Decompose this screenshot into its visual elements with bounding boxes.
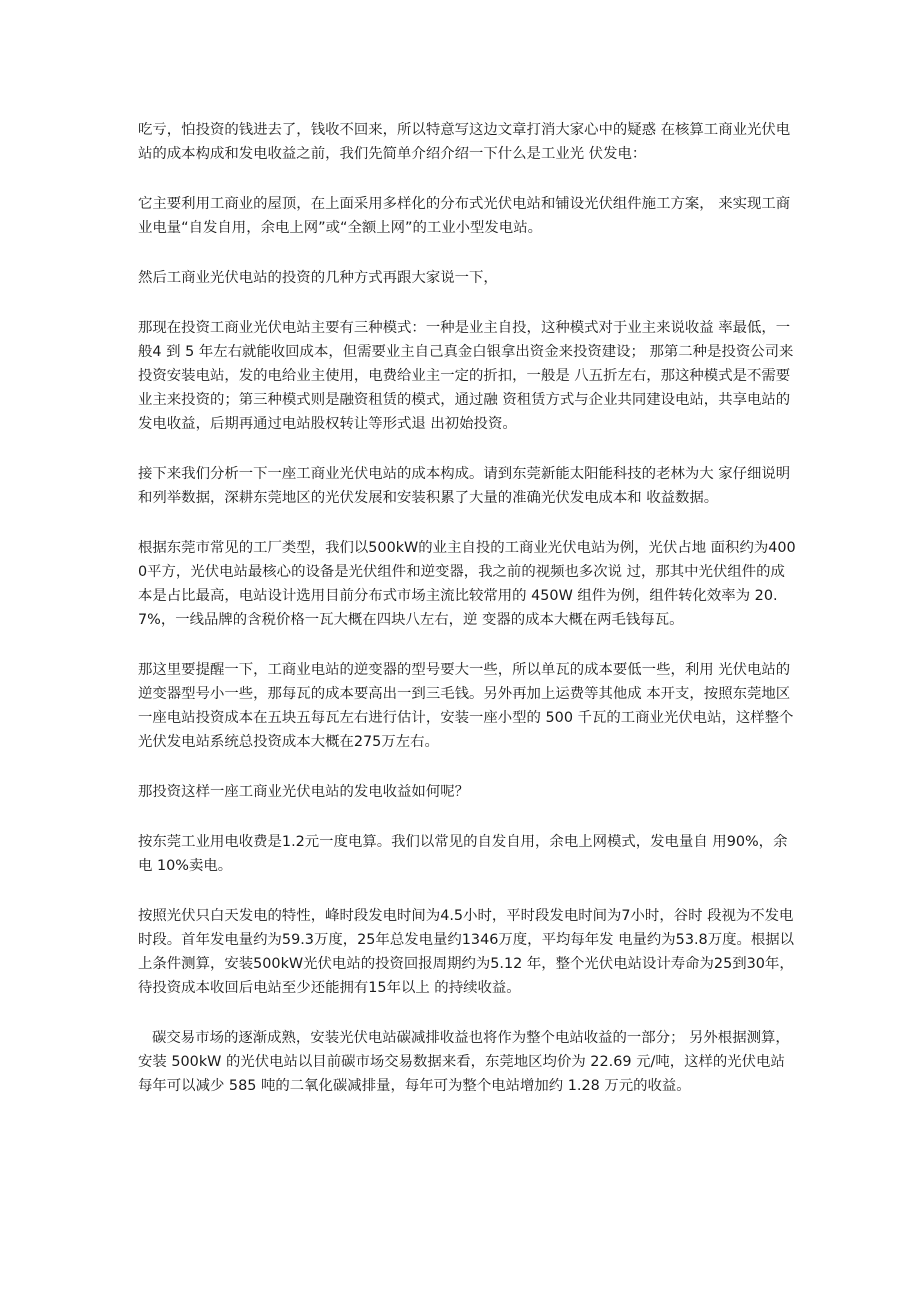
paragraph-definition: 它主要利用工商业的屋顶，在上面采用多样化的分布式光伏电站和铺设光伏组件施工方案， 来实现工商业电量“自发自用，余电上网”或“全额上网”的工业小型发电站。 [138,196,791,236]
paragraph-carbon-trading: 碳交易市场的逐渐成熟，安装光伏电站碳减排收益也将作为整个电站收益的一部分； 另外根据测算，安装 500kW 的光伏电站以目前碳市场交易数据来看，东莞地区均价为 22.69 元/吨，这样的光伏电站每年可以减少 585 吨的二氧化碳减排量，每年可为整个电站增加约 1.28 万元的收益。 [138,1030,790,1094]
paragraph-inverter-note: 那这里要提醒一下，工商业电站的逆变器的型号要大一些，所以单瓦的成本要低一些，利用 光伏电站的逆变器型号小一些，那每瓦的成本要高出一到三毛钱。另外再加上运费等其他成 本开支，按照东莞地区一座电站投资成本在五块五每瓦左右进行估计，安装一座小型的 500 千瓦的工商业光伏电站，这样整个光伏发电站系统总投资成本大概在275万左右。 [138,662,794,750]
paragraph-cost-analysis: 接下来我们分析一下一座工商业光伏电站的成本构成。请到东莞新能太阳能科技的老林为大 家仔细说明和列举数据，深耕东莞地区的光伏发展和安装积累了大量的准确光伏发电成本和 收益数据。 [138,466,791,506]
paragraph-intro: 吃亏，怕投资的钱进去了，钱收不回来，所以特意写这边文章打消大家心中的疑惑 在核算工商业光伏电站的成本构成和发电收益之前，我们先简单介绍介绍一下什么是工业光 伏发电： [138,122,791,162]
paragraph-three-modes: 那现在投资工商业光伏电站主要有三种模式：一种是业主自投，这种模式对于业主来说收益 率最低，一般4 到 5 年左右就能收回成本，但需要业主自己真金白银拿出资金来投资建设； 那第二种是投资公司来投资安装电站，发的电给业主使用，电费给业主一定的折扣，一般是 八五折左右，那这种模式是不需要业主来投资的；第三种模式则是融资租赁的模式，通过融 资租赁方式与企业共同建设电站，共享电站的发电收益，后期再通过电站股权转让等形式退 出初始投资。 [138,320,794,432]
paragraph-revenue-question: 那投资这样一座工商业光伏电站的发电收益如何呢？ [138,784,469,800]
paragraph-electricity-price: 按东莞工业用电收费是1.2元一度电算。我们以常见的自发自用，余电上网模式，发电量自 用90%，余电 10%卖电。 [138,834,788,874]
paragraph-investment-methods: 然后工商业光伏电站的投资的几种方式再跟大家说一下， [138,270,498,286]
paragraph-generation-hours: 按照光伏只白天发电的特性，峰时段发电时间为4.5小时，平时段发电时间为7小时，谷时 段视为不发电时段。首年发电量约为59.3万度，25年总发电量约1346万度，平均每年发 电量约为53.8万度。根据以上条件测算，安装500kW光伏电站的投资回报周期约为5.12 年，整个光伏电站设计寿命为25到30年，待投资成本收回后电站至少还能拥有15年以上 的持续收益。 [138,908,795,996]
document-body [138,118,798,1124]
paragraph-example-station: 根据东莞市常见的工厂类型，我们以500kW的业主自投的工商业光伏电站为例，光伏占地 面积约为4000平方，光伏电站最核心的设备是光伏组件和逆变器，我之前的视频也多次说 过，那其中光伏组件的成本是占比最高，电站设计选用目前分布式市场主流比较常用的 450W 组件为例，组件转化效率为 20.7%，一线品牌的含税价格一瓦大概在四块八左右，逆 变器的成本大概在两毛钱每瓦。 [138,540,796,628]
